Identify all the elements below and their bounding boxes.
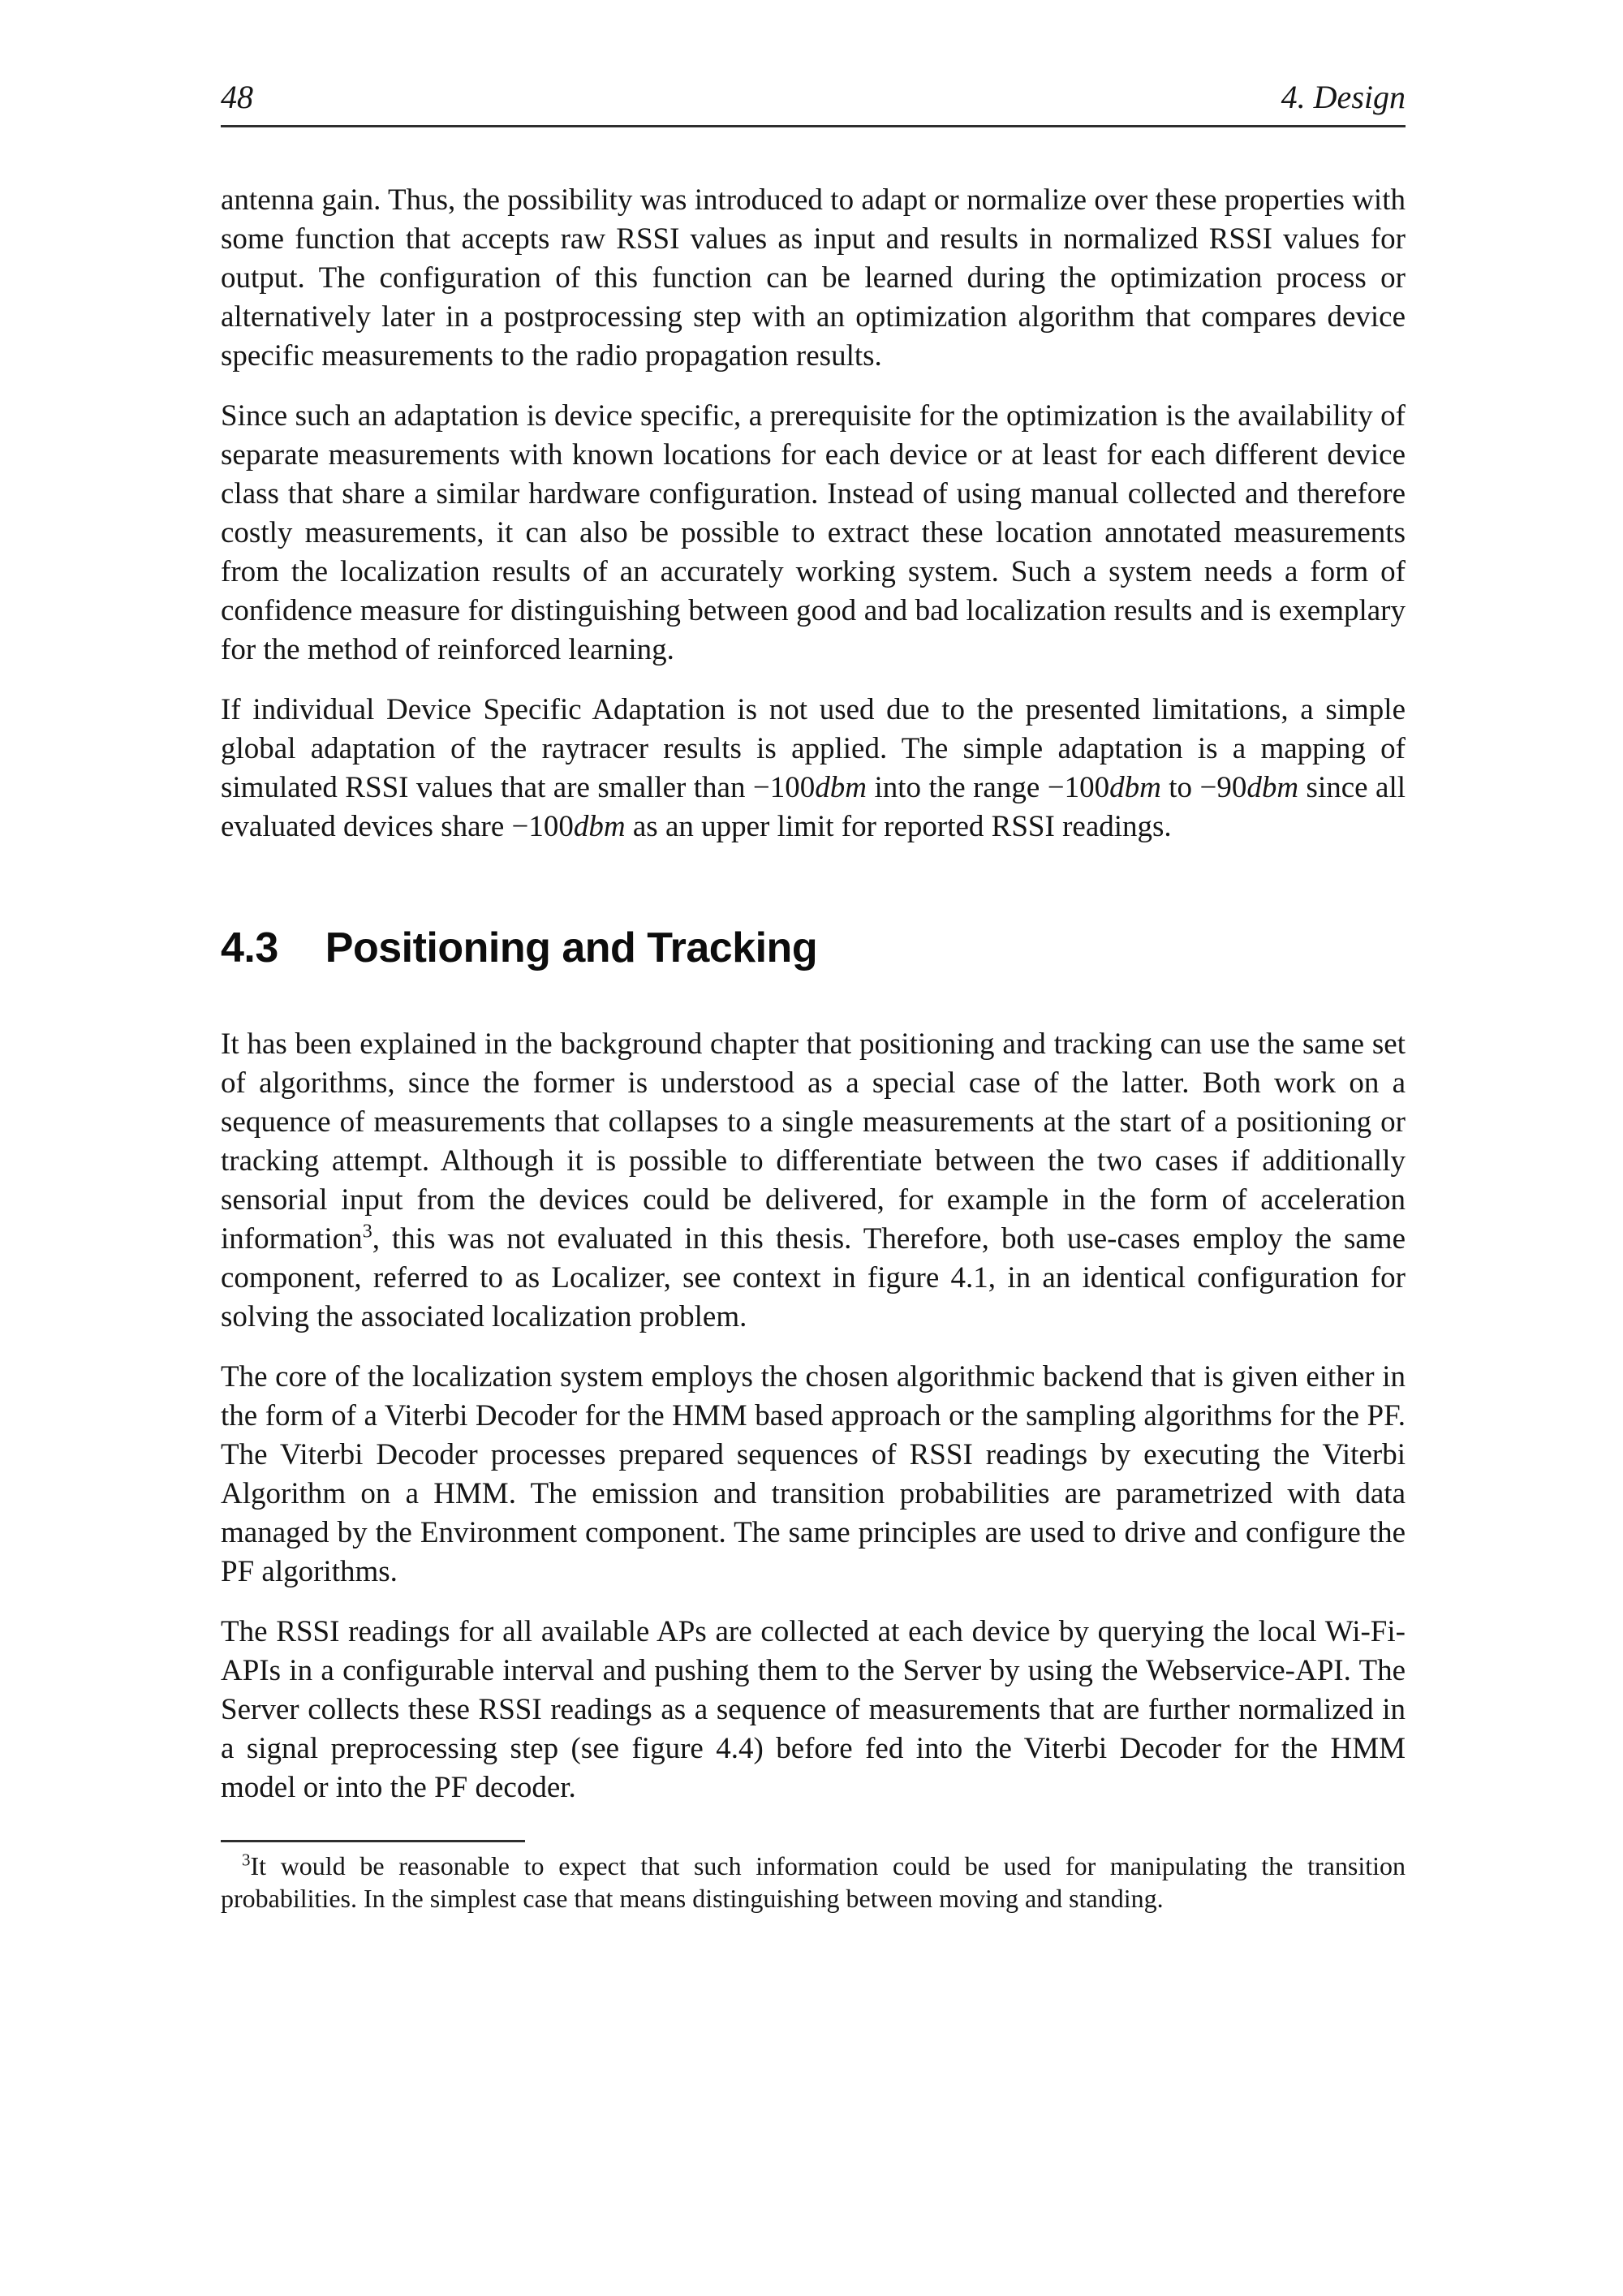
section-number: 4.3 — [221, 924, 278, 971]
paragraph-text: as an upper limit for reported RSSI readings. — [625, 810, 1172, 843]
body-paragraph-1 — [221, 181, 1406, 376]
math-unit-dbm: dbm — [815, 771, 867, 804]
body-paragraph-6 — [221, 1613, 1406, 1807]
paragraph-text: If individual Device Specific Adaptation is not used due to the presented limitations, a simple global adaptation of the raytracer results is applied. The simple adaptation is a mapping of simulated RSSI values that are smaller than −100 — [221, 693, 1406, 804]
paragraph-text: The RSSI readings for all available APs are collected at each device by querying the local Wi-Fi-APIs in a configurable interval and pushing them to the Server by using the Webservice-API. The Server collects these RSSI readings as a sequence of measurements that are further normalized in a signal preprocessing step (see figure 4.4) before fed into the Viterbi Decoder for the HMM model or into the PF decoder. — [221, 1615, 1406, 1804]
body-paragraph-5 — [221, 1358, 1406, 1592]
paragraph-text: since all evaluated devices share −100 — [221, 771, 1406, 843]
page-header — [221, 80, 1406, 114]
footnote-reference-mark: 3 — [362, 1221, 372, 1243]
page-number: 48 — [221, 79, 253, 115]
paragraph-text: Since such an adaptation is device specific, a prerequisite for the optimization is the availability of separate measurements with known locations for each device or at least for each different device class that share a similar hardware configuration. Instead of using manual collected and therefore costly measurements, it can also be possible to extract these location annotated measurements from the localization results of an accurately working system. Such a system needs a form of confidence measure for distinguishing between good and bad localization results and is exemplary for the method of reinforced learning. — [221, 399, 1406, 666]
footnote-rule — [221, 1840, 525, 1842]
body-paragraph-4 — [221, 1025, 1406, 1337]
body-paragraph-2 — [221, 397, 1406, 670]
paragraph-text: antenna gain. Thus, the possibility was introduced to adapt or normalize over these properties with some function that accepts raw RSSI values as input and results in normalized RSSI values for output. The configuration of this function can be learned during the optimization process or alternatively later in a postprocessing step with an optimization algorithm that compares device specific measurements to the radio propagation results. — [221, 183, 1406, 373]
math-unit-dbm: dbm — [1246, 771, 1299, 804]
math-unit-dbm: dbm — [573, 810, 626, 843]
chapter-running-title: 4. Design — [1281, 79, 1406, 115]
paragraph-text: into the range −100 — [867, 771, 1110, 804]
paragraph-text: to −90 — [1160, 771, 1247, 804]
section-title: Positioning and Tracking — [325, 924, 818, 971]
paragraph-text: , this was not evaluated in this thesis. Therefore, both use-cases employ the same component, referred to as Localizer, see context in figure 4.1, in an identical configuration for solving the associated localization problem. — [221, 1222, 1406, 1333]
page-body — [221, 181, 1406, 1807]
footnote-text: It would be reasonable to expect that such information could be used for manipulating the transition probabilities. In the simplest case that means distinguishing between moving and standing. — [221, 1851, 1406, 1913]
footnote-area — [221, 1840, 1406, 1915]
body-paragraph-3 — [221, 691, 1406, 846]
section-heading — [221, 924, 1406, 971]
header-rule — [221, 125, 1406, 127]
footnote-marker: 3 — [242, 1850, 251, 1870]
paragraph-text: It has been explained in the background chapter that positioning and tracking can use the same set of algorithms, since the former is understood as a special case of the latter. Both work on a sequence of measurements that collapses to a single measurements at the start of a positioning or tracking attempt. Although it is possible to differentiate between the two cases if additionally sensorial input from the devices could be delivered, for example in the form of acceleration information — [221, 1027, 1406, 1256]
paragraph-text: The core of the localization system employs the chosen algorithmic backend that is given either in the form of a Viterbi Decoder for the HMM based approach or the sampling algorithms for the PF. The Viterbi Decoder processes prepared sequences of RSSI readings by executing the Viterbi Algorithm on a HMM. The emission and transition probabilities are parametrized with data managed by the Environment component. The same principles are used to drive and configure the PF algorithms. — [221, 1360, 1406, 1588]
footnote — [221, 1850, 1406, 1915]
math-unit-dbm: dbm — [1109, 771, 1161, 804]
